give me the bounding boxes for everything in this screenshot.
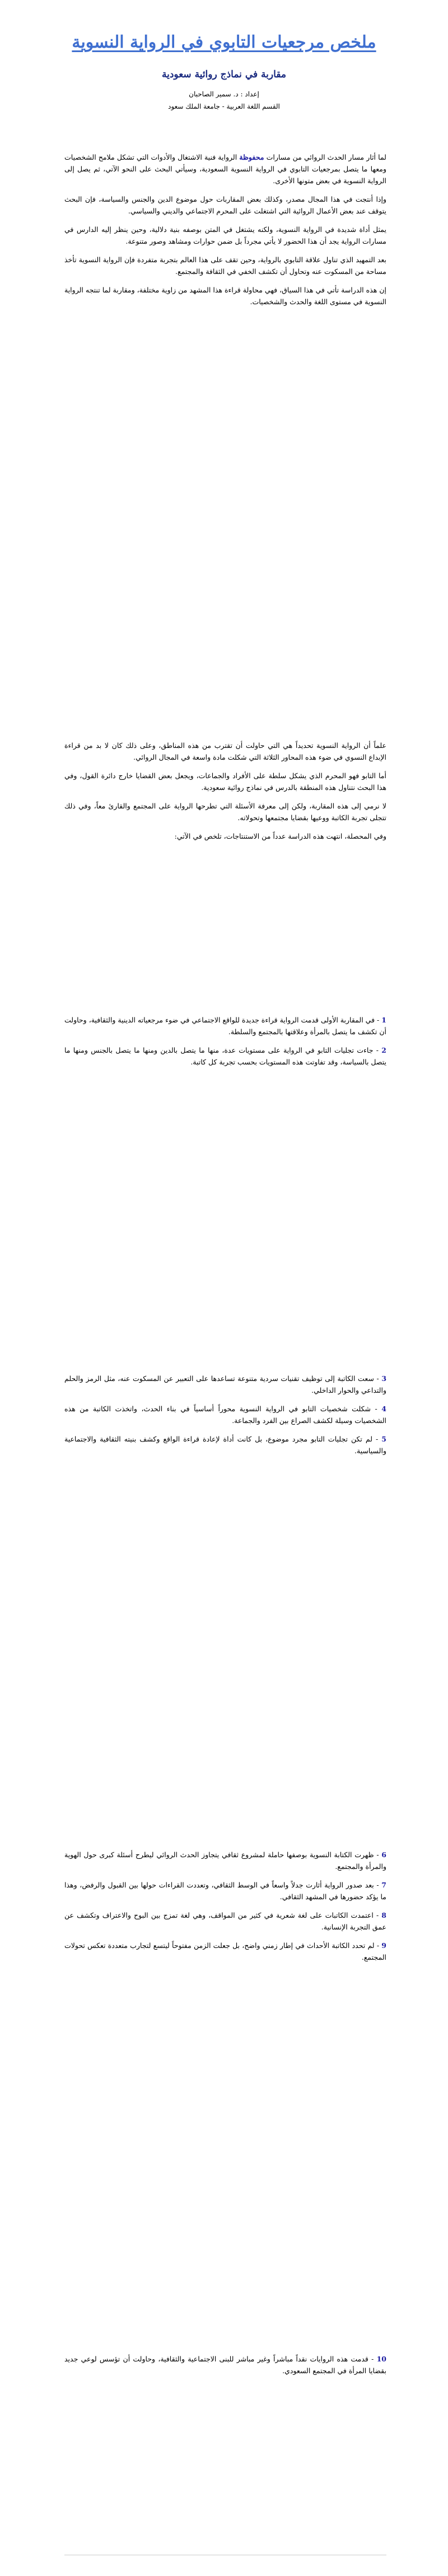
paragraph: علماً أن الرواية النسوية تحديداً هي التي حاولت أن تقترب من هذه المناطق، وعلى ذلك كان لا بد من قراءة الإبداع النسوي في ضوء هذه المحاور الثلاثة التي شكلت مادة واسعة في المجال الروائي. bbox=[64, 741, 386, 761]
paragraph: وإذا أنتجت في هذا المجال مصدر، وكذلك بعض المقاربات حول موضوع الدين والجنس والسياسة، فإن البحث يتوقف عند بعض الأعمال الروائية التي اشتغلت على المحرم الاجتماعي والديني والسياسي. bbox=[64, 195, 386, 215]
finding-text: في المقاربة الأولى قدمت الرواية قراءة جديدة للواقع الاجتماعي في ضوء مرجعياته الدينية والثقافية، وحاولت أن تكشف ما يتصل بالمرأة وعلاقتها بالمجتمع والسلطة. bbox=[64, 1016, 386, 1036]
finding-text: قدمت هذه الروايات نقداً مباشراً وغير مباشر للبنى الاجتماعية والثقافية، وحاولت أن تؤسس لوعي جديد بقضايا المرأة في المجتمع السعودي. bbox=[64, 2355, 386, 2375]
finding-text: شكلت شخصيات التابو في الرواية النسوية محوراً أساسياً في بناء الحدث، واتخذت الكاتبة من هذه الشخصيات وسيلة لكشف الصراع بين الفرد والجماعة. bbox=[64, 1405, 386, 1425]
paragraph bbox=[64, 151, 386, 187]
finding-item: 1 - في المقاربة الأولى قدمت الرواية قراءة جديدة للواقع الاجتماعي في ضوء مرجعياته الدينية والثقافية، وحاولت أن تكشف ما يتصل بالمرأة وعلاقتها بالمجتمع والسلطة. bbox=[64, 1016, 386, 1036]
affiliation-line: القسم اللغة العربية - جامعة الملك سعود bbox=[168, 103, 280, 110]
finding-number: 3 bbox=[381, 1374, 387, 1383]
finding-item: 5 - لم تكن تجليات التابو مجرد موضوع، بل كانت أداة لإعادة قراءة الواقع وكشف بنيته الثقافية والاجتماعية والسياسية. bbox=[64, 1435, 386, 1455]
paragraph: بعد التمهيد الذي تناول علاقة التابوي بالرواية، وحين تقف على هذا العالم بتجربة متفردة فإن الرواية النسوية تأخذ مساحة من المسكوت عنه وتحاول أن تكشف الخفي في الثقافة والمجتمع. bbox=[64, 255, 386, 276]
paper-subtitle: مقاربة في نماذج روائية سعودية bbox=[162, 69, 286, 80]
finding-text: لم تحدد الكاتبة الأحداث في إطار زمني واضح، بل جعلت الزمن مفتوحاً ليتسع لتجارب متعددة تعكس تحولات المجتمع. bbox=[64, 1941, 386, 1961]
author-line: إعداد : د. سمير الصاحبان bbox=[189, 90, 259, 98]
finding-number: 4 bbox=[381, 1405, 386, 1413]
finding-item: 8 - اعتمدت الكاتبات على لغة شعرية في كثير من المواقف، وهي لغة تمزج بين البوح والاعتراف وتكشف عن عمق التجربة الإنسانية. bbox=[64, 1911, 386, 1931]
finding-number: 8 bbox=[381, 1911, 386, 1919]
finding-text: بعد صدور الرواية أثارت جدلاً واسعاً في الوسط الثقافي، وتعددت القراءات حولها بين القبول والرفض، وهذا ما يؤكد حضورها في المشهد الثقافي. bbox=[64, 1881, 386, 1901]
finding-item: 4 - شكلت شخصيات التابو في الرواية النسوية محوراً أساسياً في بناء الحدث، واتخذت الكاتبة من هذه الشخصيات وسيلة لكشف الصراع بين الفرد والجماعة. bbox=[64, 1405, 386, 1425]
highlight-word: محفوظة bbox=[239, 153, 264, 161]
section-intro bbox=[64, 151, 386, 314]
finding-number: 5 bbox=[381, 1435, 386, 1443]
finding-text: جاءت تجليات التابو في الرواية على مستويات عدة، منها ما يتصل بالدين ومنها ما يتصل بالجنس ومنها ما يتصل بالسياسة، وقد تفاوتت هذه المستويات بحسب تجربة كل كاتبة. bbox=[64, 1046, 386, 1066]
finding-text: سعت الكاتبة إلى توظيف تقنيات سردية متنوعة تساعدها على التعبير عن المسكوت عنه، مثل الرمز والحلم والتداعي والحوار الداخلي. bbox=[64, 1374, 386, 1394]
paragraph: وفي المحصلة، انتهت هذه الدراسة عدداً من الاستنتاجات، تلخص في الآتي: bbox=[174, 832, 386, 840]
finding-number: 2 bbox=[381, 1046, 386, 1054]
finding-item: 3 - سعت الكاتبة إلى توظيف تقنيات سردية متنوعة تساعدها على التعبير عن المسكوت عنه، مثل الرمز والحلم والتداعي والحوار الداخلي. bbox=[64, 1374, 387, 1394]
paper-title: ملخص مرجعيات التابوي في الرواية النسوية bbox=[72, 32, 376, 52]
finding-number: 6 bbox=[381, 1850, 386, 1859]
paragraph-rest: الرواية فنية الاشتغال والأدوات التي تشكل ملامح الشخصيات ومعها ما يتصل بمرجعيات التابوي في الرواية النسوية السعودية، وسيأتي البحث على النحو الآتي، ثم يصل إلى الرواية النسوية في بعض متونها الأخرى. bbox=[64, 153, 386, 185]
finding-item: 6 - ظهرت الكتابة النسوية بوصفها حاملة لمشروع ثقافي يتجاوز الحدث الروائي ليطرح أسئلة كبرى حول الهوية والمرأة والمجتمع. bbox=[64, 1850, 386, 1871]
paragraph: أما التابو فهو المحرم الذي يشكل سلطة على الأفراد والجماعات، ويجعل بعض القضايا خارج دائرة القول، وفي هذا البحث نتناول هذه المنطقة بالدرس في نماذج روائية سعودية. bbox=[64, 771, 386, 792]
finding-number: 7 bbox=[381, 1881, 386, 1889]
finding-item: 9 - لم تحدد الكاتبة الأحداث في إطار زمني واضح، بل جعلت الزمن مفتوحاً ليتسع لتجارب متعددة تعكس تحولات المجتمع. bbox=[64, 1941, 386, 1961]
finding-item: 2 - جاءت تجليات التابو في الرواية على مستويات عدة، منها ما يتصل بالدين ومنها ما يتصل بالجنس ومنها ما يتصل بالسياسة، وقد تفاوتت هذه المستويات بحسب تجربة كل كاتبة. bbox=[64, 1046, 386, 1066]
findings-block-2 bbox=[64, 1373, 386, 1463]
finding-number: 9 bbox=[381, 1941, 386, 1950]
findings-block-3 bbox=[64, 1849, 386, 1970]
paragraph: لا نرمي إلى هذه المقاربة، ولكن إلى معرفة الأسئلة التي تطرحها الرواية على المجتمع والقارئ معاً، وفي ذلك تتجلى تجربة الكاتبة ووعيها بقضايا مجتمعها وتحولاته. bbox=[64, 802, 386, 822]
finding-number: 10 bbox=[376, 2355, 387, 2363]
paragraph: يمثل أداة شديدة في الرواية النسوية، ولكنه يشتغل في المتن بوصفه بنية دلالية، وحين ينظر إليه الدارس في مسارات الرواية يجد أن هذا الحضور لا يأتي مجرداً بل ضمن حوارات ومشاهد وصور متنوعة. bbox=[64, 225, 386, 245]
findings-block-4 bbox=[64, 2353, 386, 2383]
paragraph: إن هذه الدراسة تأتي في هذا السياق، فهي محاولة قراءة هذا المشهد من زاوية مختلفة، ومقاربة لما تنتجه الرواية النسوية في مستوى اللغة والحدث والشخصيات. bbox=[64, 286, 386, 306]
findings-block-1 bbox=[64, 1014, 386, 1075]
finding-text: لم تكن تجليات التابو مجرد موضوع، بل كانت أداة لإعادة قراءة الواقع وكشف بنيته الثقافية والاجتماعية والسياسية. bbox=[64, 1435, 386, 1455]
finding-number: 1 bbox=[381, 1016, 386, 1024]
finding-text: اعتمدت الكاتبات على لغة شعرية في كثير من المواقف، وهي لغة تمزج بين البوح والاعتراف وتكشف عن عمق التجربة الإنسانية. bbox=[64, 1911, 386, 1931]
document-header bbox=[0, 0, 448, 110]
finding-item: 10 - قدمت هذه الروايات نقداً مباشراً وغير مباشر للبنى الاجتماعية والثقافية، وحاولت أن تؤسس لوعي جديد بقضايا المرأة في المجتمع السعودي. bbox=[64, 2355, 387, 2375]
section-main bbox=[64, 740, 386, 849]
finding-item: 7 - بعد صدور الرواية أثارت جدلاً واسعاً في الوسط الثقافي، وتعددت القراءات حولها بين القبول والرفض، وهذا ما يؤكد حضورها في المشهد الثقافي. bbox=[64, 1881, 386, 1901]
finding-text: ظهرت الكتابة النسوية بوصفها حاملة لمشروع ثقافي يتجاوز الحدث الروائي ليطرح أسئلة كبرى حول الهوية والمرأة والمجتمع. bbox=[64, 1850, 386, 1871]
paragraph-lead: لما أثار مسار الحدث الروائي من مسارات bbox=[266, 153, 386, 161]
